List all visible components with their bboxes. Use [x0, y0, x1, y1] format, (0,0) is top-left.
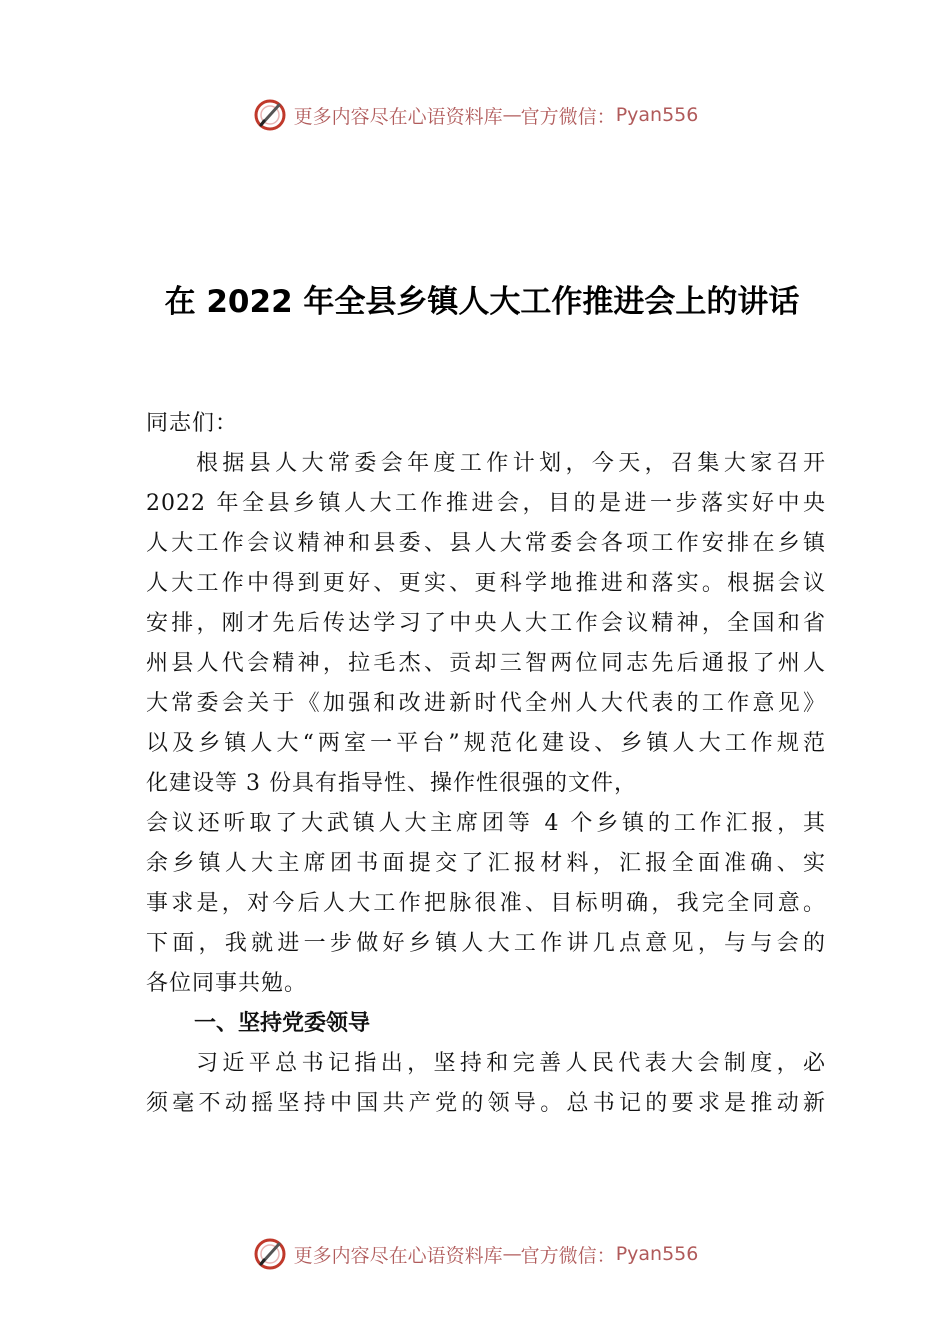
paragraph-line: 习近平总书记指出，坚持和完善人民代表大会制度，必 [196, 1051, 826, 1076]
pen-seal-logo-icon [252, 1236, 288, 1272]
watermark-wechat-label: 官方微信： [520, 105, 616, 128]
paragraph-line: 须毫不动摇坚持中国共产党的领导。总书记的要求是推动新 [146, 1091, 826, 1116]
paragraph-line: 安排，刚才先后传达学习了中央人大工作会议精神，全国和省 [146, 611, 826, 636]
paragraph-line: 大常委会关于《加强和改进新时代全州人大代表的工作意见》 [146, 691, 826, 716]
paragraph-line: 根据县人大常委会年度工作计划，今天，召集大家召开 [196, 451, 826, 476]
paragraph-line: 人大工作中得到更好、更实、更科学地推进和落实。根据会议 [146, 571, 826, 596]
paragraph-2 [146, 804, 826, 1004]
salutation: 同志们： [146, 411, 239, 436]
paragraph-line: 化建设等 3 份具有指导性、操作性很强的文件， [146, 771, 637, 796]
watermark-text: 更多内容尽在心语资料库 [293, 1244, 503, 1267]
section-heading-1: 一、坚持党委领导 [194, 1011, 371, 1036]
paragraph-line: 以及乡镇人大“两室一平台”规范化建设、乡镇人大工作规范 [146, 731, 826, 756]
watermark-separator: — [502, 104, 521, 126]
paragraph-line: 州县人代会精神，拉毛杰、贡却三智两位同志先后通报了州人 [146, 651, 826, 676]
paragraph-line: 余乡镇人大主席团书面提交了汇报材料，汇报全面准确、实 [146, 851, 826, 876]
paragraph-line: 下面，我就进一步做好乡镇人大工作讲几点意见，与与会的 [146, 931, 826, 956]
watermark-text: 更多内容尽在心语资料库 [293, 105, 503, 128]
paragraph-3 [146, 1044, 826, 1124]
watermark-wechat-id: Pyan556 [615, 1243, 699, 1265]
pen-seal-logo-icon [252, 97, 288, 133]
watermark-separator: — [502, 1243, 521, 1265]
paragraph-1 [146, 444, 826, 804]
watermark-wechat-id: Pyan556 [615, 104, 699, 126]
paragraph-line: 人大工作会议精神和县委、县人大常委会各项工作安排在乡镇 [146, 531, 826, 556]
document-title: 在 2022 年全县乡镇人大工作推进会上的讲话 [164, 284, 800, 320]
paragraph-line: 2022 年全县乡镇人大工作推进会，目的是进一步落实好中央 [146, 491, 826, 516]
watermark-banner-bottom [0, 1234, 950, 1274]
paragraph-line: 事求是，对今后人大工作把脉很准、目标明确，我完全同意。 [146, 891, 826, 916]
watermark-wechat-label: 官方微信： [520, 1244, 616, 1267]
document-body [146, 404, 826, 1124]
paragraph-line: 会议还听取了大武镇人大主席团等 4 个乡镇的工作汇报，其 [146, 811, 826, 836]
paragraph-line: 各位同事共勉。 [146, 971, 308, 996]
watermark-banner-top [0, 95, 950, 135]
